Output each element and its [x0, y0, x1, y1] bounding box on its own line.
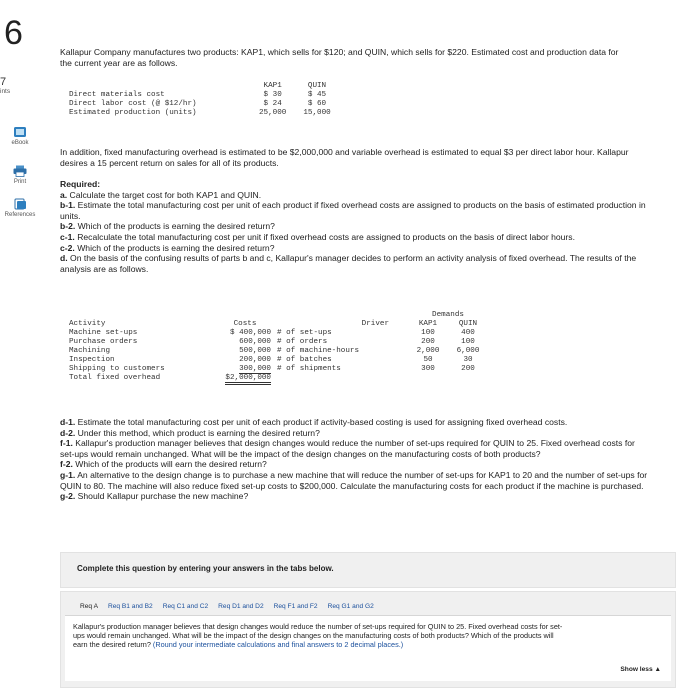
table-total-row [66, 374, 488, 383]
req-text: An alternative to the design change is to purchase a new machine that will reduce the number of set-ups for KAP1 to 20 and the number of set-ups for QUIN to 80. The machine will also reduce fixed set-up costs to $200,000. Calculate the manufacturing costs for each product if the machine is purchased. [60, 469, 648, 491]
req-tag: b-2. [60, 221, 76, 232]
req-text: Should Kallapur purchase the new machine? [75, 491, 249, 502]
cost-table-spacer [66, 82, 256, 91]
kap1-header: KAP1 [418, 320, 438, 328]
quin-cell: 30 [463, 356, 473, 364]
list-item [60, 417, 650, 428]
driver-cell: # of orders [277, 338, 328, 346]
activity-cell: Purchase orders [69, 338, 138, 346]
ebook-button[interactable] [0, 126, 40, 146]
cost-header-quin: QUIN [307, 82, 327, 90]
rounding-note: (Round your intermediate calculations and final answers to 2 decimal places.) [152, 639, 404, 649]
activity-cell: Shipping to customers [69, 365, 165, 373]
req-tag: a. [60, 189, 68, 200]
kap1-cell: 50 [423, 356, 433, 364]
printer-icon [13, 165, 27, 177]
activity-header: Activity [69, 320, 106, 328]
total-label: Total fixed overhead [69, 374, 161, 382]
tab-req-g1-g2[interactable]: Req G1 and G2 [327, 603, 374, 610]
req-tag: d-1. [60, 417, 76, 427]
cost-table [66, 82, 334, 118]
table-row [66, 109, 334, 118]
overhead-text: In addition, fixed manufacturing overhead is estimated to be $2,000,000 and variable overhead is estimated to equal $3 per direct labor hour. Kallapur desires a 15 percent return on sales for all of its products. [60, 147, 629, 168]
driver-cell: # of machine-hours [277, 347, 360, 355]
req-text: Which of the products will earn the desired return? [72, 459, 267, 470]
cost-header-kap1: KAP1 [263, 82, 282, 90]
tab-bar [75, 600, 379, 614]
activity-cell: Machine set-ups [69, 329, 138, 337]
req-text: Estimate the total manufacturing cost per unit of each product if activity-based costing is used for assigning fixed overhead costs. [75, 417, 568, 427]
list-item [60, 221, 660, 232]
cost-row-label: Direct labor cost (@ $12/hr) [69, 100, 197, 108]
req-tag: b-1. [60, 200, 76, 211]
driver-header: Driver [361, 320, 389, 328]
points-value: 7 [0, 76, 7, 88]
req-text: Recalculate the total manufacturing cost per unit if fixed overhead costs are assigned to products on the basis of direct labor hours. [74, 231, 575, 242]
required-section [60, 179, 660, 274]
req-text: Estimate the total manufacturing cost per unit of each product if fixed overhead costs are assigned to products on the basis of estimated production in units. [60, 200, 646, 221]
references-label: References [4, 212, 36, 218]
kap1-cell: 100 [421, 329, 435, 337]
quin-cell: 100 [461, 338, 475, 346]
required-heading: Required: [60, 179, 101, 189]
costs-header: Costs [233, 320, 257, 328]
ebook-label: eBook [11, 140, 29, 146]
kap1-cell: 300 [421, 365, 435, 373]
intro-text: Kallapur Company manufactures two products: KAP1, which sells for $120; and QUIN, which sells for $220. Estimated cost and production data for the current year are as follows. [60, 47, 619, 68]
req-text: On the basis of the confusing results of parts b and c, Kallapur's manager decides to perform an activity analysis of fixed overhead. The results of the analysis are as follows. [60, 253, 637, 274]
table-row [66, 338, 488, 347]
instructions-box [60, 552, 676, 588]
print-label: Print [13, 179, 27, 185]
tab-req-f1-f2[interactable]: Req F1 and F2 [273, 603, 318, 610]
table-row [66, 347, 488, 356]
req-text: Kallapur's production manager believes that design changes would reduce the number of set-ups required for QUIN to 25. Fixed overhead costs for set-ups would remain unchanged. What will be the impact of the design changes on the manufacturing costs of both products? [60, 438, 635, 459]
table-row [66, 365, 488, 374]
list-item [60, 253, 660, 274]
cost-row-kap1: $ 24 [263, 100, 282, 108]
cost-row-kap1: $ 30 [263, 91, 282, 99]
quin-cell: 6,000 [456, 347, 480, 355]
kap1-cell: 2,000 [416, 347, 440, 355]
ebook-icon [13, 126, 27, 138]
cost-row-label: Direct materials cost [69, 91, 165, 99]
table-row [66, 100, 334, 109]
req-tag: f-1. [60, 438, 73, 449]
table-row [66, 91, 334, 100]
driver-cell: # of set-ups [277, 329, 332, 337]
cost-row-kap1: 25,000 [259, 109, 287, 117]
activity-cell: Inspection [69, 356, 115, 364]
list-item [60, 190, 660, 201]
question-number: 6 [4, 14, 23, 52]
req-tag: g-2. [60, 491, 76, 502]
instructions-text: Complete this question by entering your answers in the tabs below. [77, 564, 334, 573]
costs-cell: 500,000 [239, 347, 271, 355]
req-tag: c-2. [60, 242, 75, 253]
req-text: Which of the products is earning the desired return? [74, 242, 275, 253]
tab-panel [65, 615, 671, 681]
cost-row-quin: $ 45 [307, 91, 327, 99]
table-header-row [66, 320, 488, 329]
list-item [60, 200, 660, 221]
list-item [60, 243, 660, 254]
panel-text: Kallapur's production manager believes that design changes would reduce the number of set-ups required for QUIN to 25. Fixed overhead costs for set-ups would remain unchanged. What will be the impact of the design changes on the manufacturing costs of both products? Which of the products will earn the desired return? [73, 622, 563, 649]
list-item [60, 470, 650, 491]
driver-cell: # of shipments [277, 365, 341, 373]
tab-req-b1-b2[interactable]: Req B1 and B2 [107, 603, 153, 610]
list-item [60, 491, 650, 502]
cost-row-quin: $ 60 [307, 100, 327, 108]
panel-question [73, 623, 563, 649]
costs-cell: 600,000 [239, 338, 271, 346]
req-text: Under this method, which product is earning the desired return? [75, 427, 320, 438]
required-section-2 [60, 417, 650, 502]
show-less-button[interactable]: Show less ▲ [620, 666, 661, 673]
tab-req-d1-d2[interactable]: Req D1 and D2 [218, 603, 264, 610]
costs-cell: 200,000 [239, 356, 271, 364]
req-tag: f-2. [60, 459, 73, 470]
req-text: Which of the products is earning the desired return? [75, 221, 275, 232]
table-row [66, 329, 488, 338]
cost-row-quin: 15,000 [303, 109, 331, 117]
demands-label: Demands [432, 311, 464, 319]
quin-header: QUIN [458, 320, 478, 328]
quin-cell: 200 [461, 365, 475, 373]
quin-cell: 400 [461, 329, 475, 337]
req-tag: g-1. [60, 469, 76, 480]
list-item [60, 438, 650, 459]
driver-cell: # of batches [277, 356, 332, 364]
points-label: ints [0, 88, 11, 95]
costs-cell: 300,000 [239, 365, 271, 373]
print-button[interactable] [0, 165, 40, 185]
req-tag: c-1. [60, 231, 75, 242]
table-row [66, 356, 488, 365]
total-value: $2,000,000 [225, 374, 271, 385]
tab-req-a[interactable]: Req A [80, 603, 98, 610]
list-item [60, 459, 650, 470]
req-text: Calculate the target cost for both KAP1 and QUIN. [67, 189, 262, 200]
tabs-area [60, 591, 676, 688]
list-item [60, 428, 650, 439]
req-tag: d. [60, 253, 68, 264]
activity-cell: Machining [69, 347, 111, 355]
cost-row-label: Estimated production (units) [69, 109, 197, 117]
references-icon [13, 198, 27, 210]
references-button[interactable] [0, 198, 40, 218]
kap1-cell: 200 [421, 338, 435, 346]
tab-req-c1-c2[interactable]: Req C1 and C2 [162, 603, 209, 610]
costs-cell: $ 400,000 [229, 329, 271, 337]
req-tag: d-2. [60, 427, 76, 438]
list-item [60, 232, 660, 243]
activity-table [66, 311, 488, 383]
